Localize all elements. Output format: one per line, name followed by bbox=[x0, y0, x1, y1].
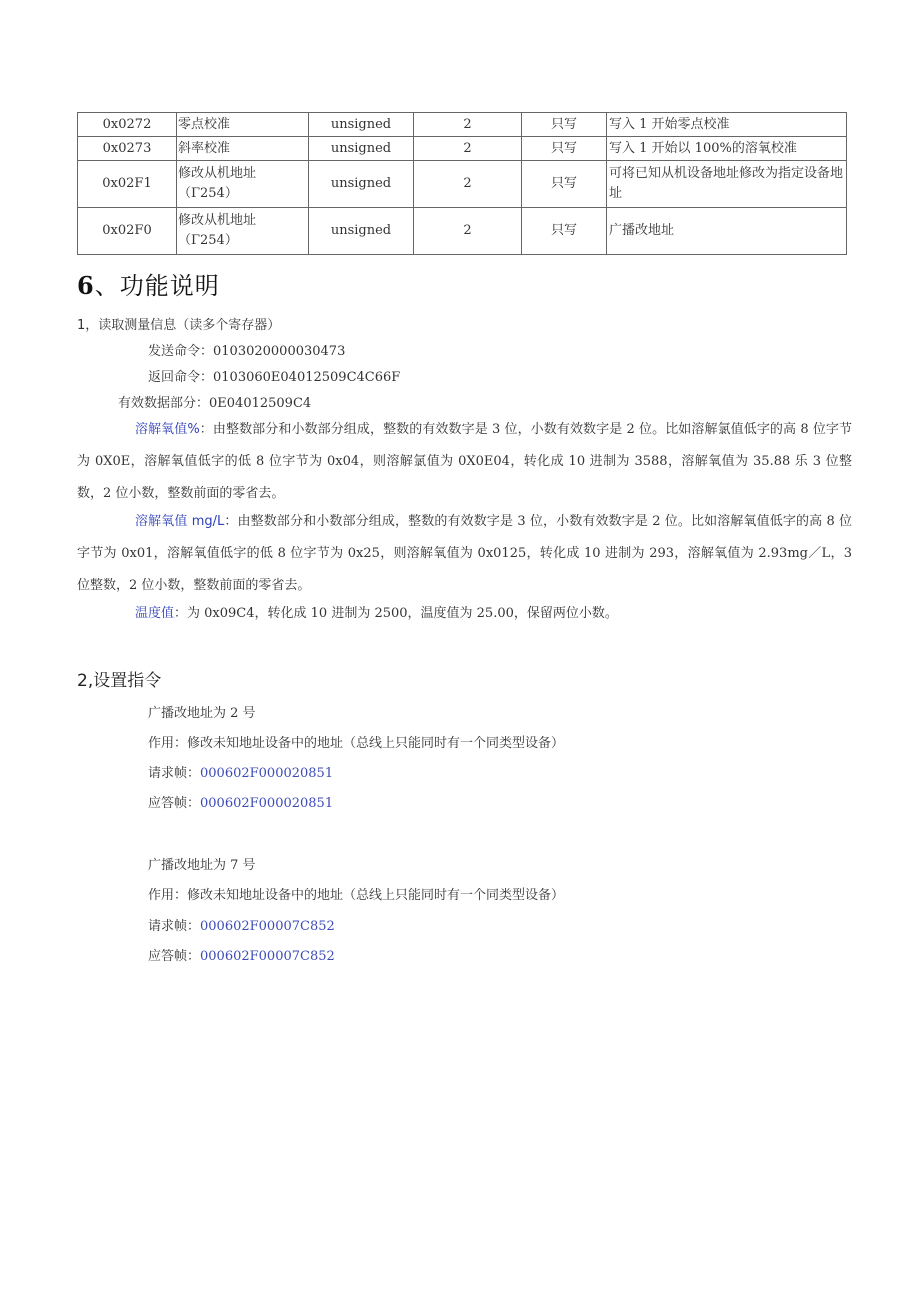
payload-value: 0E04012509C4 bbox=[209, 396, 312, 411]
table-row bbox=[78, 137, 847, 161]
response-frame-value: 000602F00007C852 bbox=[200, 949, 335, 964]
register-length: 2 bbox=[414, 137, 522, 161]
return-command bbox=[148, 366, 400, 385]
response-frame bbox=[148, 792, 333, 811]
register-address: 0x02F1 bbox=[78, 161, 177, 208]
section-title-text: 、功能说明 bbox=[94, 272, 220, 300]
register-description: 可将已知从机设备地址修改为指定设备地址 bbox=[607, 161, 847, 208]
register-description: 写入 1 开始零点校准 bbox=[607, 113, 847, 137]
table-row bbox=[78, 161, 847, 208]
payload bbox=[118, 392, 311, 411]
response-frame-label: 应答帧： bbox=[148, 796, 201, 811]
table-row bbox=[78, 113, 847, 137]
request-frame-label: 请求帧： bbox=[148, 919, 201, 934]
settings-heading: 2,设置指令 bbox=[77, 671, 162, 691]
register-access: 只写 bbox=[522, 161, 607, 208]
section-title bbox=[77, 266, 220, 301]
do-percent-text: ：由整数部分和小数部分组成，整数的有效数字是 3 位，小数有效数字是 2 位。比如溶解氯值低字的高 8 位字节为 0X0E，溶解氧值低字的低 8 位字节为 0x04，则溶解氯值为 0X0E04，转化成 10 进制为 3588，溶解氧值为 35.88 乐 3 位整数，2 位小数，整数前面的零省去。 bbox=[77, 422, 852, 501]
register-name: 修改从机地址（Γ254） bbox=[177, 208, 309, 255]
register-access: 只写 bbox=[522, 208, 607, 255]
block-title: 广播改地址为 2 号 bbox=[148, 706, 256, 721]
register-type: unsigned bbox=[309, 208, 414, 255]
response-frame-value: 000602F000020851 bbox=[200, 796, 334, 811]
send-command-value: 0103020000030473 bbox=[213, 344, 346, 359]
response-frame-label: 应答帧： bbox=[148, 949, 201, 964]
request-frame-label: 请求帧： bbox=[148, 766, 201, 781]
register-name: 修改从机地址（Γ254） bbox=[177, 161, 309, 208]
register-length: 2 bbox=[414, 208, 522, 255]
register-address: 0x0273 bbox=[78, 137, 177, 161]
do-mgl-paragraph bbox=[77, 506, 852, 602]
section-number: 6 bbox=[77, 271, 95, 300]
block-purpose: 作用：修改未知地址设备中的地址（总线上只能同时有一个同类型设备） bbox=[148, 736, 565, 751]
return-command-value: 0103060E04012509C4C66F bbox=[213, 370, 401, 385]
register-description: 写入 1 开始以 100%的溶氧校准 bbox=[607, 137, 847, 161]
temperature-text: ：为 0x09C4，转化成 10 进制为 2500，温度值为 25.00，保留两位小数。 bbox=[174, 606, 618, 621]
send-command bbox=[148, 340, 345, 359]
register-type: unsigned bbox=[309, 161, 414, 208]
do-mgl-label: 溶解氧值 mg/L bbox=[135, 514, 225, 529]
do-percent-label: 溶解氧值% bbox=[135, 422, 200, 437]
block-title: 广播改地址为 7 号 bbox=[148, 858, 256, 873]
register-name: 零点校准 bbox=[177, 113, 309, 137]
register-access: 只写 bbox=[522, 137, 607, 161]
register-table bbox=[77, 112, 847, 255]
return-command-label: 返回命令： bbox=[148, 370, 214, 385]
do-mgl-text: ：由整数部分和小数部分组成，整数的有效数字是 3 位，小数有效数字是 2 位。比如溶解氧值低字的高 8 位字节为 0x01，溶解氧值低字的低 8 位字节为 0x25，则溶解氧值为 0x0125，转化成 10 进制为 293，溶解氧值为 2.93mg／L，3 位整数，2 位小数，整数前面的零省去。 bbox=[77, 514, 852, 593]
register-type: unsigned bbox=[309, 113, 414, 137]
register-type: unsigned bbox=[309, 137, 414, 161]
register-address: 0x02F0 bbox=[78, 208, 177, 255]
temperature-label: 温度值 bbox=[135, 606, 175, 621]
request-frame-value: 000602F00007C852 bbox=[200, 919, 335, 934]
request-frame bbox=[148, 915, 335, 934]
register-description: 广播改地址 bbox=[607, 208, 847, 255]
response-frame bbox=[148, 945, 335, 964]
do-percent-paragraph bbox=[77, 414, 852, 510]
register-length: 2 bbox=[414, 113, 522, 137]
register-address: 0x0272 bbox=[78, 113, 177, 137]
request-frame-value: 000602F000020851 bbox=[200, 766, 334, 781]
block-purpose: 作用：修改未知地址设备中的地址（总线上只能同时有一个同类型设备） bbox=[148, 888, 565, 903]
read-heading: 1，读取测量信息（读多个寄存器） bbox=[77, 318, 281, 333]
request-frame bbox=[148, 762, 333, 781]
temperature-paragraph bbox=[77, 598, 852, 630]
register-access: 只写 bbox=[522, 113, 607, 137]
send-command-label: 发送命令： bbox=[148, 344, 214, 359]
table-row bbox=[78, 208, 847, 255]
register-length: 2 bbox=[414, 161, 522, 208]
payload-label: 有效数据部分： bbox=[118, 396, 210, 411]
register-name: 斜率校准 bbox=[177, 137, 309, 161]
